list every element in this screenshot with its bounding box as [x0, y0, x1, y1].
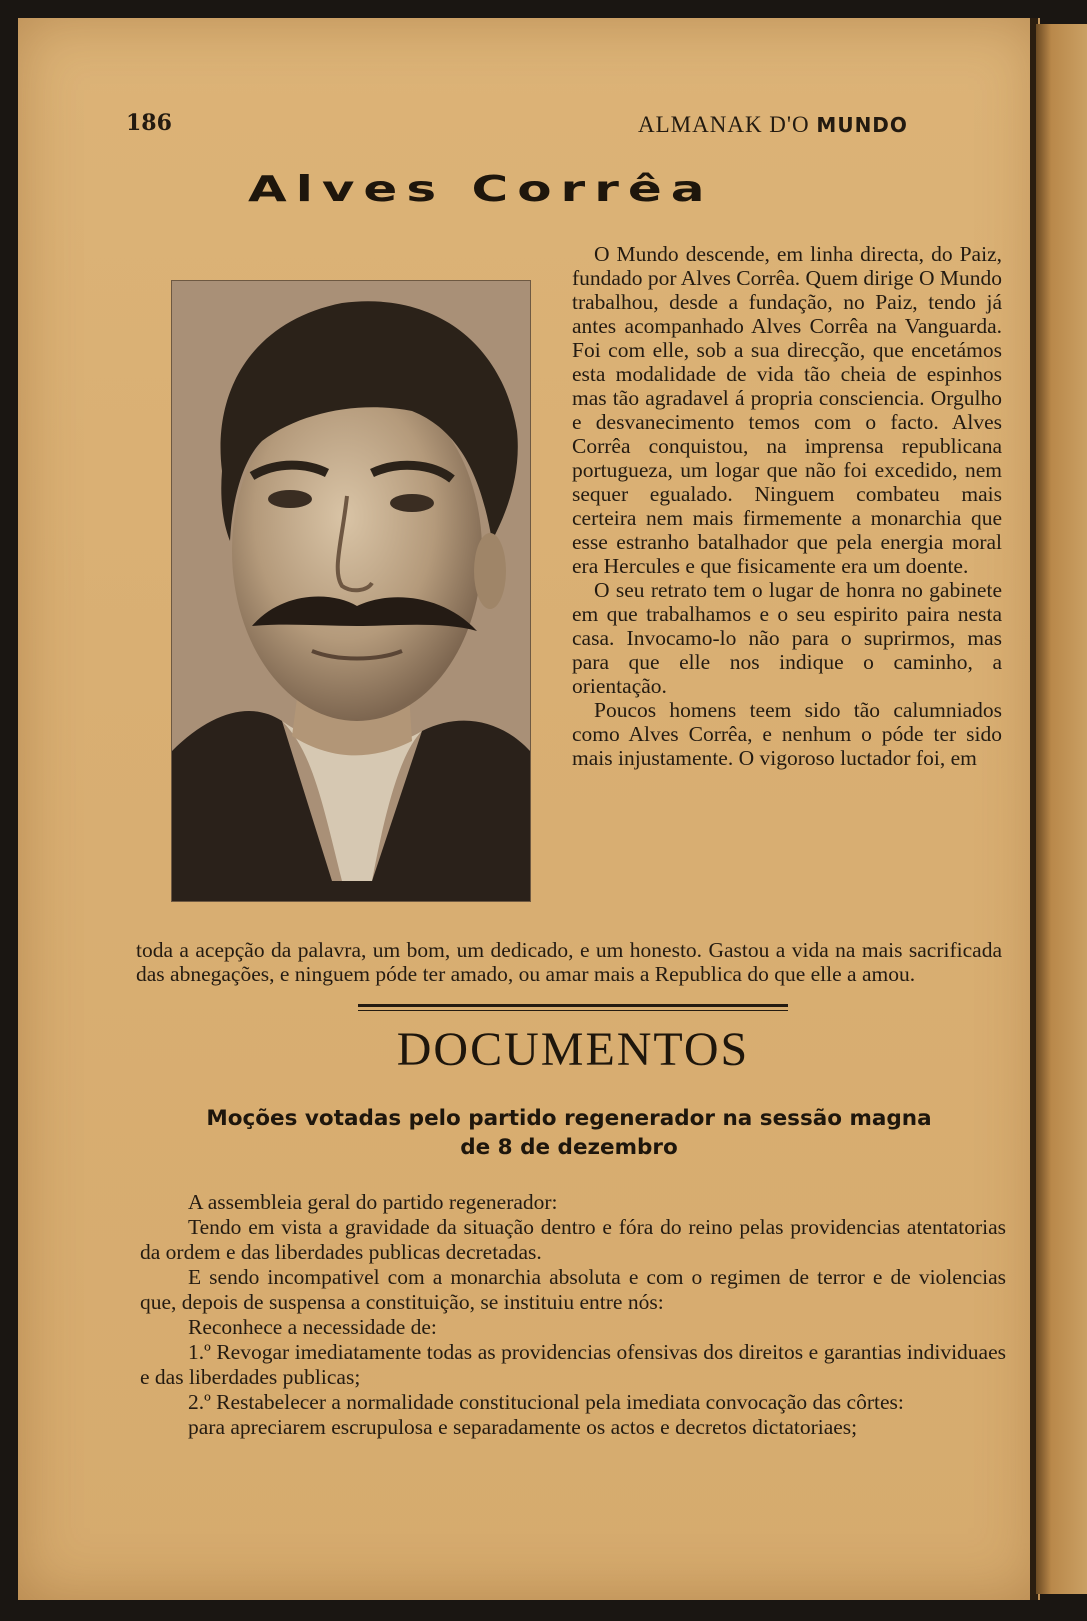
motion-paragraph: Reconhece a necessidade de:	[188, 1315, 437, 1339]
article-paragraph: O Mundo descende, em linha directa, do Paiz, fundado por Alves Corrêa. Quem dirige O Mundo trabalhou, desde a fundação, no Paiz, tendo já antes acompanhado Alves Corrêa na Vanguarda. Foi com elle, sob a sua direcção, que encetámos esta modalidade de vida tão cheia de espinhos mas tão agradavel á propria consciencia. Orgulho e desvanecimento temos com o facto. Alves Corrêa conquistou, na imprensa republicana portugueza, um logar que não foi excedido, nem sequer egualado. Ninguem combateu mais certeira nem mais firmemente a monarchia que esse estranho batalhador que pela energia moral era Hercules e que fisicamente era um doente.	[572, 242, 1002, 578]
heading-rule-thick	[358, 1004, 788, 1007]
article-wide-text	[136, 938, 1002, 986]
subheading-line: de 8 de dezembro	[460, 1135, 678, 1160]
motion-paragraph: Tendo em vista a gravidade da situação dentro e fóra do reino pelas providencias atentatorias da ordem e das liberdades publicas decretadas.	[140, 1215, 1006, 1264]
subheading-line: Moções votadas pelo partido regenerador na sessão magna	[206, 1106, 932, 1131]
article-title: Alves Corrêa	[248, 168, 714, 210]
adjacent-page-edge	[1036, 24, 1087, 1594]
page-number: 186	[126, 110, 172, 136]
motion-paragraph: para apreciarem escrupulosa e separadamente os actos e decretos dictatoriaes;	[188, 1415, 858, 1439]
motion-paragraph: 2.º Restabelecer a normalidade constitucional pela imediata convocação das côrtes:	[188, 1390, 904, 1414]
portrait-photo	[171, 280, 531, 902]
portrait-illustration	[172, 281, 530, 901]
running-head	[638, 112, 908, 138]
section-heading: DOCUMENTOS	[396, 1023, 750, 1076]
heading-rule-thin	[358, 1010, 788, 1011]
article-paragraph: O seu retrato tem o lugar de honra no gabinete em que trabalhamos e o seu espirito paira nesta casa. Invocamo-lo não para o suprirmos, mas para que elle nos indique o caminho, a orientação.	[572, 578, 1002, 698]
running-head-bold: MUNDO	[816, 113, 908, 137]
motion-paragraph: 1.º Revogar imediatamente todas as providencias ofensivas dos direitos e garantias individuaes e das liberdades publicas;	[140, 1340, 1006, 1389]
article-paragraph: Poucos homens teem sido tão calumniados como Alves Corrêa, e nenhum o póde ter sido mais injustamente. O vigoroso luctador foi, em	[572, 698, 1002, 770]
motion-paragraph: A assembleia geral do partido regenerador:	[188, 1190, 558, 1214]
motions-text	[140, 1190, 1006, 1440]
book-page	[18, 18, 1040, 1600]
article-column-text	[572, 242, 1002, 770]
running-head-prefix: ALMANAK D'O	[638, 112, 817, 137]
article-paragraph-end: toda a acepção da palavra, um bom, um dedicado, e um honesto. Gastou a vida na mais sacrificada das abnegações, e ninguem póde ter amado, ou amar mais a Republica do que elle a amou.	[136, 938, 1002, 986]
section-subheading	[136, 1104, 1002, 1162]
motion-paragraph: E sendo incompativel com a monarchia absoluta e com o regimen de terror e de violencias que, depois de suspensa a constituição, se instituiu entre nós:	[140, 1265, 1006, 1314]
